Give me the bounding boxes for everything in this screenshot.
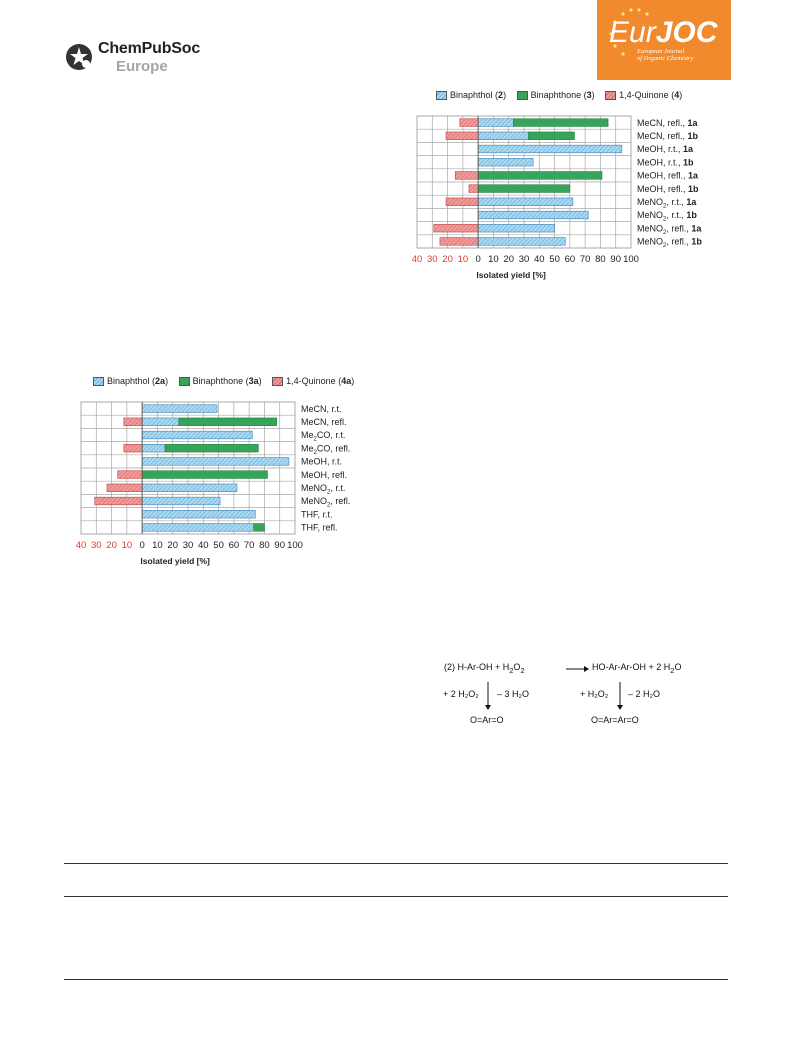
chart2-bar-quinone	[124, 418, 142, 426]
journal-logo-b: JOC	[655, 16, 718, 49]
scheme-left-reagent: + 2 H₂O₂	[443, 689, 479, 699]
chart1-tick-label: 30	[426, 254, 438, 265]
reaction-arrow-down-left-icon	[483, 681, 493, 711]
chart1-bar-binaphthol	[478, 198, 573, 206]
chart1-legend-item-binaphthone: Binaphthone ( 3 )	[517, 90, 595, 100]
chart2-category-label: MeCN, refl.	[301, 417, 347, 427]
chart2-tick-label: 30	[182, 540, 194, 551]
chart1-bar-binaphthol	[478, 224, 554, 232]
chart2-tick-label: 80	[259, 540, 270, 551]
scheme-right-byproduct: – 2 H₂O	[628, 689, 661, 699]
journal-line1: European Journal	[637, 48, 685, 55]
legend-swatch-quinone	[605, 91, 616, 100]
chart1-category-label: MeOH, refl., 1a	[637, 170, 699, 181]
chart1-legend-item-quinone: 1,4-Quinone ( 4 )	[605, 90, 682, 100]
chart1-tick-label: 20	[503, 254, 515, 265]
chart2-x-axis-label: Isolated yield [%]	[140, 556, 210, 566]
publisher-name: ChemPubSoc	[98, 40, 201, 57]
scheme-left-byproduct: – 3 H₂O	[497, 689, 530, 699]
chart2-category-label: MeNO$_2$, refl.	[301, 496, 351, 509]
chart2-tick-label: 30	[90, 540, 102, 551]
scheme-line1-d: 2	[520, 665, 525, 675]
chart1-category-label: MeOH, r.t., 1a	[637, 144, 694, 155]
eurjoc-logo	[597, 0, 731, 80]
chart1-tick-label: 100	[623, 254, 639, 265]
chart2-legend-item-binaphthone: Binaphthone ( 3a )	[179, 376, 262, 386]
chart1-bar-binaphthol	[478, 158, 533, 166]
chart2-bar-quinone	[118, 471, 142, 479]
chart1-category-label: MeCN, refl., 1a	[637, 117, 698, 128]
chart1-bar-quinone	[440, 238, 478, 246]
chart1-category-label: MeOH, refl., 1b	[637, 183, 699, 194]
scheme-line1-g: O	[674, 662, 682, 672]
chart2-tick-label: 60	[228, 540, 240, 551]
chart2-bar-binaphthone	[142, 471, 267, 479]
chart1-tick-label: 40	[533, 254, 545, 265]
legend-swatch-binaphthone-3a	[179, 377, 190, 386]
chart2-category-label: MeCN, r.t.	[301, 403, 342, 414]
chart2-bar-binaphthol	[142, 524, 254, 532]
chart2-bar-binaphthone	[165, 444, 258, 452]
chart1-tick-label: 10	[488, 254, 499, 265]
chart2-legend-item-quinone: 1,4-Quinone ( 4a )	[272, 376, 354, 386]
chart2-tick-label: 90	[274, 540, 286, 551]
chart2-legend-item-binaphthol: Binaphthol ( 2a )	[93, 376, 168, 386]
chart1-tick-label: 30	[518, 254, 530, 265]
chart1-bar-quinone	[446, 198, 478, 206]
chart2-tick-label: 20	[167, 540, 179, 551]
chart1-bar-binaphthone	[478, 185, 570, 193]
chart2-tick-label: 50	[213, 540, 224, 551]
chart1-bar-binaphthone	[478, 172, 602, 180]
rule-3	[64, 979, 728, 980]
chart2-tick-label: 10	[152, 540, 163, 551]
chart1-tick-label: 80	[595, 254, 606, 265]
chart1-category-label: MeOH, r.t., 1b	[637, 157, 694, 168]
chart1-bar-quinone	[434, 224, 478, 232]
chart2-bar-binaphthol	[142, 510, 255, 518]
chart2-tick-label: 10	[121, 540, 133, 551]
chart1-tick-label: 20	[442, 254, 453, 265]
chart1-category-label: MeNO$_2$, r.t., 1b	[637, 210, 697, 223]
scheme-line1-a: (2) H-Ar-OH + H	[444, 662, 510, 672]
chart1-bar-binaphthol	[478, 211, 588, 219]
journal-logo	[609, 16, 717, 50]
chart2-bar-binaphthol	[142, 444, 165, 452]
chart2-bar-quinone	[107, 484, 142, 492]
scheme-line1-right	[592, 662, 681, 675]
chart2-category-label: THF, refl.	[301, 522, 338, 533]
legend-swatch-binaphthol	[436, 91, 447, 100]
chart2-category-label: $Me_2CO$, r.t.	[301, 430, 346, 443]
scheme-right-product: O=Ar=Ar=O	[591, 715, 639, 725]
legend-swatch-quinone-4a	[272, 377, 283, 386]
chart1-bar-binaphthol	[478, 238, 565, 246]
chart1-bar-quinone	[455, 172, 478, 180]
chart1-bar-quinone	[460, 119, 478, 127]
chart1-tick-label: 70	[579, 254, 591, 265]
publisher-sub: Europe	[116, 58, 168, 75]
chart2-category-label: MeOH, r.t.	[301, 456, 343, 467]
chart1-tick-label: 60	[564, 254, 576, 265]
chart2-tick-label: 20	[106, 540, 117, 551]
chart2-category-label: MeNO$_2$, r.t.	[301, 483, 346, 496]
scheme-line1-c: O	[513, 662, 521, 672]
chart1-legend	[436, 90, 690, 102]
chart1-bar-binaphthol	[478, 119, 513, 127]
scheme-right-reagent: + H₂O₂	[580, 689, 609, 699]
chempubsoc-logo	[64, 40, 224, 84]
chart1-tick-label: 90	[610, 254, 622, 265]
journal-line2: of Organic Chemistry	[637, 55, 694, 62]
chart2-tick-label: 70	[243, 540, 255, 551]
rule-2	[64, 896, 728, 897]
chart1-bar-quinone	[446, 132, 478, 140]
chart2-legend	[93, 376, 362, 388]
legend-swatch-binaphthone	[517, 91, 528, 100]
chart2-tick-label: 40	[75, 540, 87, 551]
chart2-tick-label: 40	[197, 540, 209, 551]
scheme-line1-f: 2	[670, 665, 675, 675]
chart2-tick-label: 100	[287, 540, 303, 551]
chart2-category-label: MeOH, refl.	[301, 469, 348, 480]
journal-subtitle	[637, 48, 693, 62]
rule-1	[64, 863, 728, 864]
chart1-x-axis-label: Isolated yield [%]	[476, 270, 546, 280]
chart2-category-label: THF, r.t.	[301, 509, 333, 520]
chart2-bar-binaphthol	[142, 458, 289, 466]
chempubsoc-emblem-icon	[64, 42, 94, 72]
chart1-category-label: MeNO$_2$, refl., 1a	[637, 223, 702, 236]
chart1-category-label: MeNO$_2$, r.t., 1a	[637, 197, 697, 210]
chart2-bar-quinone	[124, 444, 142, 452]
chart1-bar-binaphthone	[529, 132, 575, 140]
reaction-arrow-right-icon	[564, 664, 590, 674]
chart1-bar-binaphthol	[478, 145, 622, 153]
chart1-legend-item-binaphthol: Binaphthol ( 2 )	[436, 90, 506, 100]
chart1-tick-label: 40	[411, 254, 423, 265]
chart1-bar-binaphthone	[513, 119, 608, 127]
chart2-bar-binaphthone	[254, 524, 265, 532]
chart1-category-label: MeNO$_2$, refl., 1b	[637, 236, 702, 250]
chart2-bar-binaphthol	[142, 431, 252, 439]
chart-binaphthol-solvents	[64, 398, 404, 574]
scheme-left-product: O=Ar=O	[470, 715, 504, 725]
reaction-arrow-down-right-icon	[615, 681, 625, 711]
scheme-line1-e: HO-Ar-Ar-OH + 2 H	[592, 662, 671, 672]
chart2-bar-binaphthol	[142, 497, 220, 505]
chart2-bar-binaphthone	[179, 418, 277, 426]
chart1-tick-label: 10	[457, 254, 469, 265]
chart1-bar-quinone	[469, 185, 478, 193]
chart2-category-label: $Me_2CO$, refl.	[301, 443, 351, 456]
chart2-tick-label: 0	[139, 540, 145, 551]
chart2-bar-binaphthol	[142, 418, 179, 426]
chart2-bar-binaphthol	[142, 405, 217, 413]
legend-swatch-binaphthol-2a	[93, 377, 104, 386]
chart-binaphthol-1a-1b	[400, 112, 740, 288]
chart1-tick-label: 50	[549, 254, 560, 265]
scheme-line1-b: 2	[509, 665, 514, 675]
scheme-line1	[444, 662, 525, 675]
journal-logo-a: Eur	[609, 16, 656, 49]
chart2-bar-quinone	[95, 497, 142, 505]
chart1-tick-label: 0	[475, 254, 481, 265]
chart1-category-label: MeCN, refl., 1b	[637, 131, 699, 141]
chart1-bar-binaphthol	[478, 132, 528, 140]
chart2-bar-binaphthol	[142, 484, 237, 492]
